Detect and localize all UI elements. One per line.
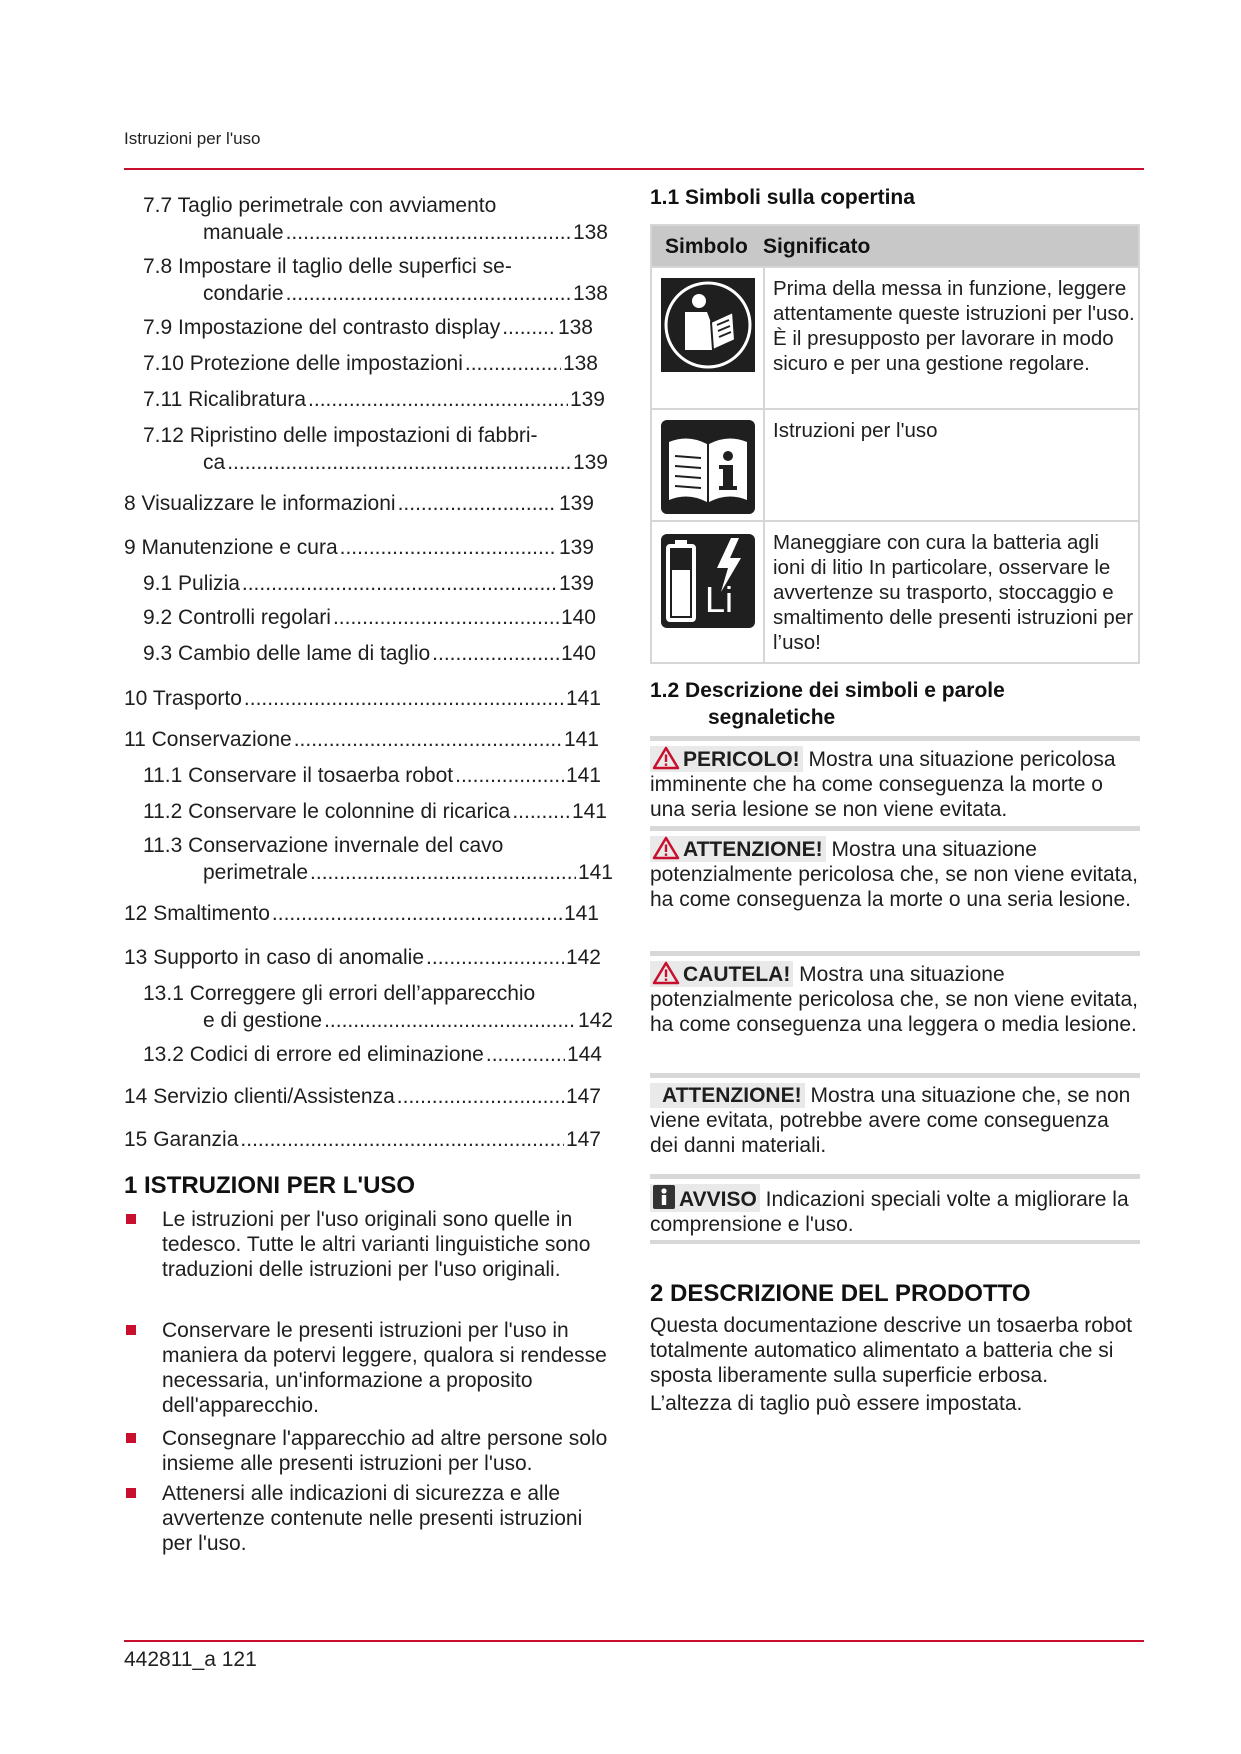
list-item: Conservare le presenti istruzioni per l'uso in maniera da potervi leggere, qualora si rendesse necessaria, un'informazione a proposito dell'apparecchio. bbox=[124, 1318, 614, 1418]
toc-entry[interactable]: 7.11 Ricalibratura ..... 139 bbox=[143, 386, 605, 413]
signal-word: ATTENZIONE! bbox=[650, 1083, 805, 1108]
section-1-1-title: 1.1 Simboli sulla copertina bbox=[650, 186, 915, 209]
toc-entry[interactable]: 9 Manutenzione e cura ..... 139 bbox=[124, 534, 594, 561]
signal-word: ATTENZIONE! bbox=[650, 836, 826, 862]
symbol-table-header bbox=[652, 226, 1138, 266]
toc-entry[interactable]: 15 Garanzia ..... 147 bbox=[124, 1126, 601, 1153]
toc-entry[interactable]: 11 Conservazione ..... 141 bbox=[124, 726, 599, 753]
divider bbox=[650, 1240, 1140, 1244]
read-manual-icon bbox=[661, 278, 755, 372]
toc-entry[interactable]: 10 Trasporto ..... 141 bbox=[124, 685, 601, 712]
footer-rule bbox=[124, 1640, 1144, 1642]
bullet-square-icon bbox=[126, 1433, 136, 1443]
toc-entry[interactable]: 7.12 Ripristino delle impostazioni di fabbri- ca ..... 139 bbox=[143, 422, 608, 476]
column-header-symbol: Simbolo bbox=[665, 235, 748, 258]
toc-entry[interactable]: 7.7 Taglio perimetrale con avviamento manuale ..... 138 bbox=[143, 192, 608, 246]
section-2-text: Questa documentazione descrive un tosaerba robot totalmente automatico alimentato a batteria che si sposta liberamente sulla superficie erbosa. bbox=[650, 1314, 1133, 1387]
page-footer: 442811_a 121 bbox=[124, 1648, 257, 1671]
table-row: Istruzioni per l'uso bbox=[652, 408, 1138, 520]
symbol-table bbox=[650, 224, 1140, 664]
list-item: Consegnare l'apparecchio ad altre persone solo insieme alle presenti istruzioni per l'uso. bbox=[124, 1426, 614, 1476]
toc-entry[interactable]: 11.3 Conservazione invernale del cavo perimetrale ..... 141 bbox=[143, 832, 613, 886]
toc-entry[interactable]: 7.9 Impostazione del contrasto display ..... 138 bbox=[143, 314, 593, 341]
manual-info-icon bbox=[661, 420, 755, 514]
toc-entry[interactable]: 13 Supporto in caso di anomalie ..... 142 bbox=[124, 944, 601, 971]
section-2-title: 2 DESCRIZIONE DEL PRODOTTO bbox=[650, 1280, 1031, 1307]
warning-triangle-icon bbox=[652, 961, 680, 985]
toc-entry[interactable]: 12 Smaltimento ..... 141 bbox=[124, 900, 599, 927]
signal-word: AVVISO bbox=[650, 1184, 760, 1212]
toc-entry[interactable]: 13.2 Codici di errore ed eliminazione ..... 144 bbox=[143, 1041, 602, 1068]
signal-word: CAUTELA! bbox=[650, 961, 793, 987]
toc-entry[interactable]: 13.1 Correggere gli errori dell’apparecchio e di gestione ..... 142 bbox=[143, 980, 613, 1034]
column-header-meaning: Significato bbox=[763, 235, 871, 258]
info-icon bbox=[652, 1184, 676, 1210]
warning-triangle-icon bbox=[652, 836, 680, 860]
table-row: Li Maneggiare con cura la batteria agli ioni di litio In particolare, osservare le avvertenze su trasporto, stoccaggio e smaltimento delle presenti istruzioni per l’uso! bbox=[652, 520, 1138, 662]
toc-entry[interactable]: 9.3 Cambio delle lame di taglio ..... 140 bbox=[143, 640, 596, 667]
header-rule bbox=[124, 168, 1144, 170]
section-1-title: 1 ISTRUZIONI PER L'USO bbox=[124, 1172, 416, 1199]
toc-entry[interactable]: 14 Servizio clienti/Assistenza ..... 147 bbox=[124, 1083, 601, 1110]
toc-entry[interactable]: 11.1 Conservare il tosaerba robot ..... 141 bbox=[143, 762, 601, 789]
toc-entry[interactable]: 7.10 Protezione delle impostazioni ..... 138 bbox=[143, 350, 598, 377]
notice-caution: CAUTELA! Mostra una situazione potenzialmente pericolosa che, se non viene evitata, ha come conseguenza una leggera o media lesione. bbox=[650, 951, 1140, 1037]
section-2-text-2: L’altezza di taglio può essere impostata. bbox=[650, 1392, 1023, 1415]
section-1-2-title: 1.2 Descrizione dei simboli e parole segnaletiche bbox=[650, 679, 1005, 729]
bullet-square-icon bbox=[126, 1488, 136, 1498]
toc-entry[interactable]: 7.8 Impostare il taglio delle superfici se- condarie ..... 138 bbox=[143, 253, 608, 307]
toc-entry[interactable]: 11.2 Conservare le colonnine di ricarica ..... 141 bbox=[143, 798, 607, 825]
toc-entry[interactable]: 8 Visualizzare le informazioni ..... 139 bbox=[124, 490, 594, 517]
list-item: Le istruzioni per l'uso originali sono quelle in tedesco. Tutte le altri varianti linguistiche sono traduzioni delle istruzioni per l'uso originali. bbox=[124, 1207, 614, 1282]
toc-entry[interactable]: 9.1 Pulizia ..... 139 bbox=[143, 570, 594, 597]
page-header: Istruzioni per l'uso bbox=[124, 129, 261, 148]
lithium-battery-icon: Li bbox=[661, 534, 755, 628]
signal-word: PERICOLO! bbox=[650, 746, 803, 772]
list-item: Attenersi alle indicazioni di sicurezza e alle avvertenze contenute nelle presenti istruzioni per l'uso. bbox=[124, 1481, 614, 1556]
notice-property-damage: ATTENZIONE! Mostra una situazione che, se non viene evitata, potrebbe avere come conseguenza dei danni materiali. bbox=[650, 1073, 1140, 1158]
notice-warning: ATTENZIONE! Mostra una situazione potenzialmente pericolosa che, se non viene evitata, ha come conseguenza la morte o una seria lesione. bbox=[650, 826, 1140, 912]
table-row: Prima della messa in funzione, leggere attentamente queste istruzioni per l'uso. È il presupposto per lavorare in modo sicuro e per una gestione regolare. bbox=[652, 266, 1138, 408]
toc-entry[interactable]: 9.2 Controlli regolari ..... 140 bbox=[143, 604, 596, 631]
warning-triangle-icon bbox=[652, 746, 680, 770]
bullet-square-icon bbox=[126, 1325, 136, 1335]
notice-info: AVVISO Indicazioni speciali volte a migliorare la comprensione e l'uso. bbox=[650, 1174, 1140, 1237]
bullet-square-icon bbox=[126, 1214, 136, 1224]
notice-danger: PERICOLO! Mostra una situazione pericolosa imminente che ha come conseguenza la morte o una seria lesione se non viene evitata. bbox=[650, 736, 1140, 822]
